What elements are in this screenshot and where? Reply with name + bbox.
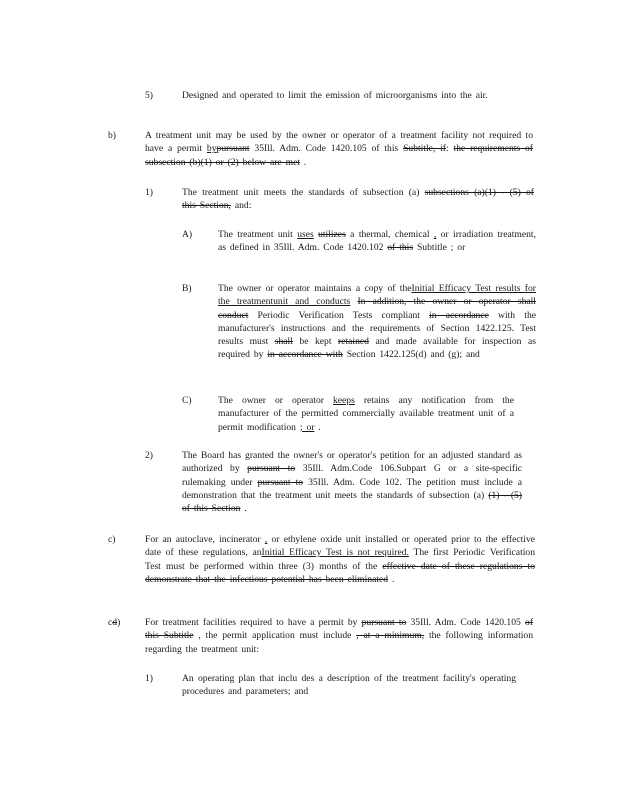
d-item-1-label: 1) [145, 673, 153, 684]
b1-A-text [218, 228, 536, 255]
A-t4: or irradiation treatment, as defined in 35Ill. Adm. Code 1420.102 [218, 229, 536, 254]
b-t2: 35Ill. Adm. Code 1420.105 of this [249, 143, 404, 155]
C-t1: The owner or operator [218, 395, 333, 406]
b2-t2: 35Ill. Adm.Code 106.Subpart G or a site-specific rulemaking under [182, 463, 522, 488]
A-s1: utilizes [318, 229, 346, 240]
B-t5: be kept [292, 336, 339, 348]
subsection-d-text [145, 616, 533, 656]
B-s5: in accordance with [267, 349, 343, 361]
b-s3: the requirements of subsection (b)(1) or (2) below are met [145, 143, 533, 168]
item-5-text: Designed and operated to limit the emission of microorganisms into the air. [182, 90, 488, 101]
b1-s1: subsections (a)(1) - (5) of this Section, [182, 187, 534, 212]
b1-A-label: A) [182, 229, 193, 240]
c-t1: For an autoclave, incinerator [145, 534, 265, 545]
B-s3: shall [274, 336, 293, 348]
A-s2: of this [387, 242, 414, 254]
b1-B-text [218, 282, 536, 362]
b-t3: : [446, 143, 454, 155]
C-u2: ; or [299, 421, 315, 433]
b-item-2-label: 2) [145, 450, 153, 461]
subsection-c-label: c) [108, 534, 116, 545]
b1-C-label: C) [182, 395, 192, 406]
B-s1: In addition, the owner or operator shall conduct [218, 296, 536, 321]
b-u1: by [206, 143, 217, 155]
d-t3: , the permit application must include [193, 630, 357, 642]
d-label-end: ) [117, 617, 121, 628]
b-s2: Subtitle, if [403, 143, 447, 155]
d-s1: pursuant to [361, 617, 407, 628]
b2-t1: The Board has granted the owner's or operator's petition for an adjusted standard as authorized by [182, 450, 522, 475]
d-s2: of this Subtitle [145, 617, 534, 642]
b2-t3: 35Ill. Adm. Code 102. The petition must include a demonstration that the treatment unit meets the standards of subsection (a) [182, 476, 522, 501]
b2-s2: pursuant to [257, 476, 304, 488]
A-t3: a thermal, chemical [345, 229, 434, 240]
C-t2: retains any notification from the manufacturer of the permitted commercially available treatment unit of a permit modification [218, 395, 514, 433]
b-item-1-text [182, 186, 534, 213]
A-u2: , [433, 229, 437, 240]
b-item-1-label: 1) [145, 187, 153, 198]
b1-t1: The treatment unit meets the standards of subsection (a) [182, 187, 425, 198]
A-u1: uses [297, 229, 314, 240]
d-label-t: c [108, 617, 113, 628]
b2-s1: pursuant to [247, 463, 296, 475]
C-u1: keeps [332, 395, 355, 406]
subsection-c-text [145, 533, 535, 586]
b-s1: pursuant [216, 143, 250, 155]
d-item-1-text: An operating plan that inclu des a description of the treatment facility's operating procedures and parameters; and [182, 673, 516, 698]
c-u2: Initial Efficacy Test is not required. [261, 547, 409, 559]
C-t3: . [314, 421, 321, 433]
b2-t4: . [240, 503, 247, 515]
d-s3: , at a minimum, [356, 630, 425, 642]
B-t6: and made available for inspection as required by [218, 336, 536, 361]
subsection-b-label: b) [108, 130, 116, 141]
b2-s3: (1) - (5) of this Section [182, 489, 523, 515]
B-u2: unit and conducts [273, 296, 351, 308]
d-t1: For treatment facilities required to have a permit by [145, 617, 362, 628]
B-s2: in accordance [429, 309, 489, 321]
c-t4: . [388, 573, 395, 585]
c-t2: or ethylene oxide unit installed or operated prior to the effective date of these regulations, an [145, 534, 535, 559]
d-t2: 35Ill. Adm. Code 1420.105 [406, 617, 526, 628]
A-t1: The treatment unit [218, 229, 298, 240]
b-item-2-text [182, 449, 522, 515]
b1-C-text [218, 394, 514, 434]
c-s1: effective date of these regulations to demonstrate that the infectious potential has been eliminated [145, 560, 535, 585]
b-t4: . [300, 156, 307, 168]
B-s4: retained [338, 336, 369, 348]
B-t3: Periodic Verification Tests compliant [248, 309, 430, 321]
c-t3: The first Periodic Verification Test must be performed within three (3) months of the [145, 547, 535, 572]
A-t5: Subtitle ; or [413, 242, 466, 254]
b-t1: A treatment unit may be used by the owner or operator of a treatment facility not required to have a permit [145, 130, 533, 155]
b1-t2: and: [230, 200, 252, 212]
b1-B-label: B) [182, 283, 192, 294]
d-t4: the following information regarding the treatment unit: [145, 630, 533, 655]
B-t1: The owner or operator maintains a copy of the [218, 283, 412, 294]
c-u1: , [264, 534, 268, 545]
item-5-label: 5) [145, 90, 153, 101]
subsection-b-text [145, 129, 533, 169]
B-t7: Section 1422.125(d) and (g); and [342, 349, 480, 361]
B-u1: Initial Efficacy Test results for the treatment [218, 283, 536, 308]
B-t4: with the manufacturer's instructions and the requirements of Section 1422.125. Test results must [218, 309, 536, 348]
d-label-s: d [112, 617, 118, 628]
subsection-d-label [108, 616, 120, 629]
